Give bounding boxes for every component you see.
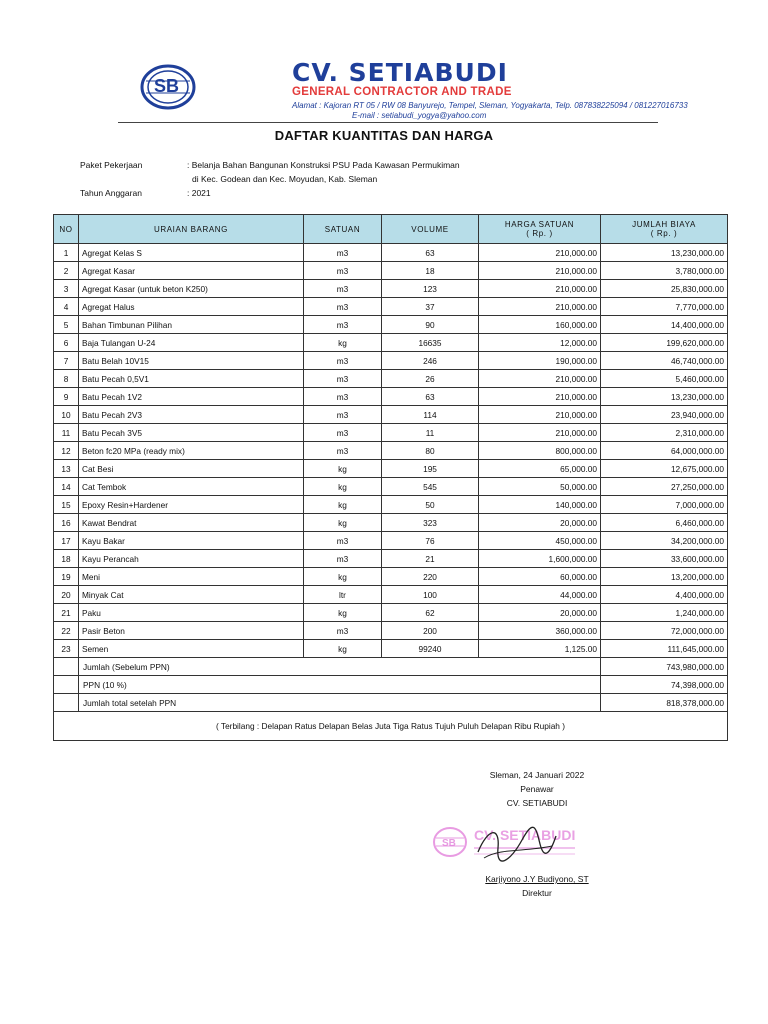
cell-harga: 140,000.00 [479, 496, 601, 514]
cell-satuan: m3 [304, 442, 382, 460]
header-no: NO [54, 215, 79, 244]
cell-no: 16 [54, 514, 79, 532]
table-row [54, 424, 728, 442]
cell-item: Paku [79, 604, 304, 622]
table-row [54, 550, 728, 568]
table-row [54, 622, 728, 640]
cell-satuan: m3 [304, 280, 382, 298]
header-satuan: SATUAN [304, 215, 382, 244]
cell-volume: 220 [382, 568, 479, 586]
header-jumlah-line-1: JUMLAH BIAYA [632, 220, 696, 229]
signature-company: CV. SETIABUDI [506, 798, 568, 808]
cell-satuan: kg [304, 496, 382, 514]
cell-item: Batu Pecah 1V2 [79, 388, 304, 406]
header-harga-line-1: HARGA SATUAN [504, 220, 575, 229]
cell-no: 2 [54, 262, 79, 280]
table-row [54, 406, 728, 424]
cell-volume: 90 [382, 316, 479, 334]
quantity-price-table [53, 214, 728, 741]
cell-satuan: m3 [304, 550, 382, 568]
cell-volume: 50 [382, 496, 479, 514]
cell-volume: 114 [382, 406, 479, 424]
cell-volume: 545 [382, 478, 479, 496]
table-row [54, 496, 728, 514]
total-row [54, 694, 728, 712]
cell-item: Agregat Kelas S [79, 244, 304, 262]
ppn-label: PPN (10 %) [79, 676, 601, 694]
table-row [54, 244, 728, 262]
cell-no: 22 [54, 622, 79, 640]
cell-jumlah: 34,200,000.00 [601, 532, 728, 550]
cell-volume: 99240 [382, 640, 479, 658]
paket-value-line-1: : Belanja Bahan Bangunan Konstruksi PSU Pada Kawasan Permukiman [187, 160, 460, 170]
cell-harga: 210,000.00 [479, 370, 601, 388]
cell-harga: 1,600,000.00 [479, 550, 601, 568]
company-logo [140, 64, 196, 110]
cell-jumlah: 13,230,000.00 [601, 244, 728, 262]
cell-no: 14 [54, 478, 79, 496]
cell-satuan: m3 [304, 388, 382, 406]
header-uraian: URAIAN BARANG [79, 215, 304, 244]
paket-value-line-2: di Kec. Godean dan Kec. Moyudan, Kab. Sleman [192, 174, 378, 184]
cell-satuan: m3 [304, 532, 382, 550]
cell-satuan: m3 [304, 262, 382, 280]
table-row [54, 640, 728, 658]
cell-jumlah: 25,830,000.00 [601, 280, 728, 298]
cell-harga: 44,000.00 [479, 586, 601, 604]
table-row [54, 388, 728, 406]
cell-item: Semen [79, 640, 304, 658]
cell-no: 11 [54, 424, 79, 442]
cell-volume: 63 [382, 388, 479, 406]
table-row [54, 316, 728, 334]
cell-jumlah: 12,675,000.00 [601, 460, 728, 478]
table-row [54, 262, 728, 280]
cell-volume: 100 [382, 586, 479, 604]
cell-volume: 323 [382, 514, 479, 532]
cell-item: Pasir Beton [79, 622, 304, 640]
cell-volume: 246 [382, 352, 479, 370]
cell-harga: 450,000.00 [479, 532, 601, 550]
cell-jumlah: 64,000,000.00 [601, 442, 728, 460]
cell-item: Beton fc20 MPa (ready mix) [79, 442, 304, 460]
document-title: DAFTAR KUANTITAS DAN HARGA [274, 128, 494, 143]
company-name: CV. SETIABUDI [292, 58, 508, 87]
tahun-label: Tahun Anggaran [80, 188, 142, 198]
cell-no: 3 [54, 280, 79, 298]
signatory-name: Karjiyono J.Y Budiyono, ST [485, 874, 589, 884]
cell-item: Batu Belah 10V15 [79, 352, 304, 370]
cell-harga: 360,000.00 [479, 622, 601, 640]
cell-jumlah: 14,400,000.00 [601, 316, 728, 334]
cell-harga: 1,125.00 [479, 640, 601, 658]
table-row [54, 514, 728, 532]
subtotal-value: 743,980,000.00 [601, 658, 728, 676]
cell-volume: 195 [382, 460, 479, 478]
cell-item: Kayu Perancah [79, 550, 304, 568]
cell-harga: 210,000.00 [479, 262, 601, 280]
cell-harga: 210,000.00 [479, 244, 601, 262]
table-row [54, 352, 728, 370]
cell-jumlah: 7,000,000.00 [601, 496, 728, 514]
header-jumlah [601, 215, 728, 244]
ppn-spacer [54, 676, 79, 694]
cell-satuan: kg [304, 568, 382, 586]
cell-item: Meni [79, 568, 304, 586]
cell-item: Epoxy Resin+Hardener [79, 496, 304, 514]
table-row [54, 280, 728, 298]
cell-satuan: m3 [304, 622, 382, 640]
letterhead-rule [118, 122, 658, 123]
table-header-row [54, 215, 728, 244]
cell-item: Kawat Bendrat [79, 514, 304, 532]
cell-item: Agregat Halus [79, 298, 304, 316]
cell-jumlah: 23,940,000.00 [601, 406, 728, 424]
cell-volume: 200 [382, 622, 479, 640]
company-tagline: GENERAL CONTRACTOR AND TRADE [292, 86, 512, 98]
cell-harga: 20,000.00 [479, 604, 601, 622]
total-value: 818,378,000.00 [601, 694, 728, 712]
cell-no: 8 [54, 370, 79, 388]
cell-volume: 80 [382, 442, 479, 460]
cell-jumlah: 4,400,000.00 [601, 586, 728, 604]
header-jumlah-line-2: ( Rp. ) [650, 229, 678, 238]
cell-jumlah: 7,770,000.00 [601, 298, 728, 316]
signature-place-date: Sleman, 24 Januari 2022 [489, 770, 585, 780]
cell-no: 18 [54, 550, 79, 568]
cell-no: 12 [54, 442, 79, 460]
cell-satuan: kg [304, 604, 382, 622]
table-row [54, 460, 728, 478]
cell-harga: 210,000.00 [479, 298, 601, 316]
cell-no: 17 [54, 532, 79, 550]
cell-item: Batu Pecah 0,5V1 [79, 370, 304, 388]
cell-no: 10 [54, 406, 79, 424]
cell-jumlah: 46,740,000.00 [601, 352, 728, 370]
cell-harga: 210,000.00 [479, 424, 601, 442]
table-row [54, 442, 728, 460]
cell-jumlah: 199,620,000.00 [601, 334, 728, 352]
cell-satuan: kg [304, 460, 382, 478]
cell-harga: 65,000.00 [479, 460, 601, 478]
cell-jumlah: 13,200,000.00 [601, 568, 728, 586]
cell-harga: 210,000.00 [479, 406, 601, 424]
cell-no: 20 [54, 586, 79, 604]
cell-harga: 190,000.00 [479, 352, 601, 370]
cell-harga: 160,000.00 [479, 316, 601, 334]
logo-text: SB [154, 76, 180, 96]
cell-harga: 210,000.00 [479, 388, 601, 406]
cell-satuan: m3 [304, 424, 382, 442]
header-volume: VOLUME [382, 215, 479, 244]
table-row [54, 604, 728, 622]
cell-satuan: m3 [304, 298, 382, 316]
cell-volume: 76 [382, 532, 479, 550]
subtotal-row [54, 658, 728, 676]
cell-item: Agregat Kasar (untuk beton K250) [79, 280, 304, 298]
cell-no: 5 [54, 316, 79, 334]
cell-satuan: m3 [304, 244, 382, 262]
cell-jumlah: 2,310,000.00 [601, 424, 728, 442]
cell-item: Cat Besi [79, 460, 304, 478]
cell-jumlah: 6,460,000.00 [601, 514, 728, 532]
ppn-value: 74,398,000.00 [601, 676, 728, 694]
cell-item: Cat Tembok [79, 478, 304, 496]
table-row [54, 298, 728, 316]
header-harga [479, 215, 601, 244]
cell-no: 9 [54, 388, 79, 406]
cell-item: Agregat Kasar [79, 262, 304, 280]
cell-satuan: kg [304, 334, 382, 352]
table-row [54, 370, 728, 388]
cell-harga: 60,000.00 [479, 568, 601, 586]
signatory-position: Direktur [522, 888, 552, 898]
table-row [54, 334, 728, 352]
cell-harga: 50,000.00 [479, 478, 601, 496]
cell-volume: 18 [382, 262, 479, 280]
cell-volume: 26 [382, 370, 479, 388]
cell-volume: 11 [382, 424, 479, 442]
handwritten-signature [470, 818, 560, 873]
cell-item: Batu Pecah 2V3 [79, 406, 304, 424]
stamp-text: CV. SETIABUDI [474, 827, 576, 843]
cell-jumlah: 13,230,000.00 [601, 388, 728, 406]
cell-jumlah: 111,645,000.00 [601, 640, 728, 658]
cell-satuan: m3 [304, 352, 382, 370]
cell-satuan: kg [304, 478, 382, 496]
cell-no: 4 [54, 298, 79, 316]
cell-item: Baja Tulangan U-24 [79, 334, 304, 352]
paket-label: Paket Pekerjaan [80, 160, 143, 170]
cell-harga: 12,000.00 [479, 334, 601, 352]
cell-item: Batu Pecah 3V5 [79, 424, 304, 442]
table-row [54, 586, 728, 604]
cell-harga: 800,000.00 [479, 442, 601, 460]
company-email: E-mail : setiabudi_yogya@yahoo.com [352, 111, 487, 120]
cell-jumlah: 33,600,000.00 [601, 550, 728, 568]
company-address: Alamat : Kajoran RT 05 / RW 08 Banyurejo, Tempel, Sleman, Yogyakarta, Telp. 087838225094 / 081227016733 [292, 101, 688, 110]
cell-no: 15 [54, 496, 79, 514]
cell-harga: 210,000.00 [479, 280, 601, 298]
cell-volume: 123 [382, 280, 479, 298]
cell-satuan: m3 [304, 406, 382, 424]
cell-satuan: kg [304, 514, 382, 532]
header-harga-line-2: ( Rp. ) [526, 229, 553, 238]
cell-jumlah: 27,250,000.00 [601, 478, 728, 496]
cell-no: 21 [54, 604, 79, 622]
total-label: Jumlah total setelah PPN [79, 694, 601, 712]
cell-satuan: kg [304, 640, 382, 658]
stamp-logo-text: SB [442, 838, 456, 849]
cell-item: Minyak Cat [79, 586, 304, 604]
cell-volume: 21 [382, 550, 479, 568]
cell-jumlah: 72,000,000.00 [601, 622, 728, 640]
terbilang-text: ( Terbilang : Delapan Ratus Delapan Belas Juta Tiga Ratus Tujuh Puluh Delapan Ribu Rupiah ) [54, 712, 728, 741]
cell-item: Kayu Bakar [79, 532, 304, 550]
cell-satuan: m3 [304, 370, 382, 388]
cell-harga: 20,000.00 [479, 514, 601, 532]
cell-no: 1 [54, 244, 79, 262]
cell-volume: 37 [382, 298, 479, 316]
tahun-value: : 2021 [187, 188, 211, 198]
ppn-row [54, 676, 728, 694]
cell-jumlah: 5,460,000.00 [601, 370, 728, 388]
total-spacer [54, 694, 79, 712]
cell-volume: 16635 [382, 334, 479, 352]
subtotal-spacer [54, 658, 79, 676]
cell-no: 7 [54, 352, 79, 370]
cell-volume: 63 [382, 244, 479, 262]
cell-no: 6 [54, 334, 79, 352]
terbilang-row [54, 712, 728, 741]
cell-no: 13 [54, 460, 79, 478]
signature-role: Penawar [520, 784, 554, 794]
cell-no: 23 [54, 640, 79, 658]
cell-jumlah: 3,780,000.00 [601, 262, 728, 280]
cell-volume: 62 [382, 604, 479, 622]
table-row [54, 532, 728, 550]
cell-no: 19 [54, 568, 79, 586]
table-row [54, 568, 728, 586]
subtotal-label: Jumlah (Sebelum PPN) [79, 658, 601, 676]
cell-satuan: m3 [304, 316, 382, 334]
cell-jumlah: 1,240,000.00 [601, 604, 728, 622]
cell-satuan: ltr [304, 586, 382, 604]
cell-item: Bahan Timbunan Pilihan [79, 316, 304, 334]
table-row [54, 478, 728, 496]
